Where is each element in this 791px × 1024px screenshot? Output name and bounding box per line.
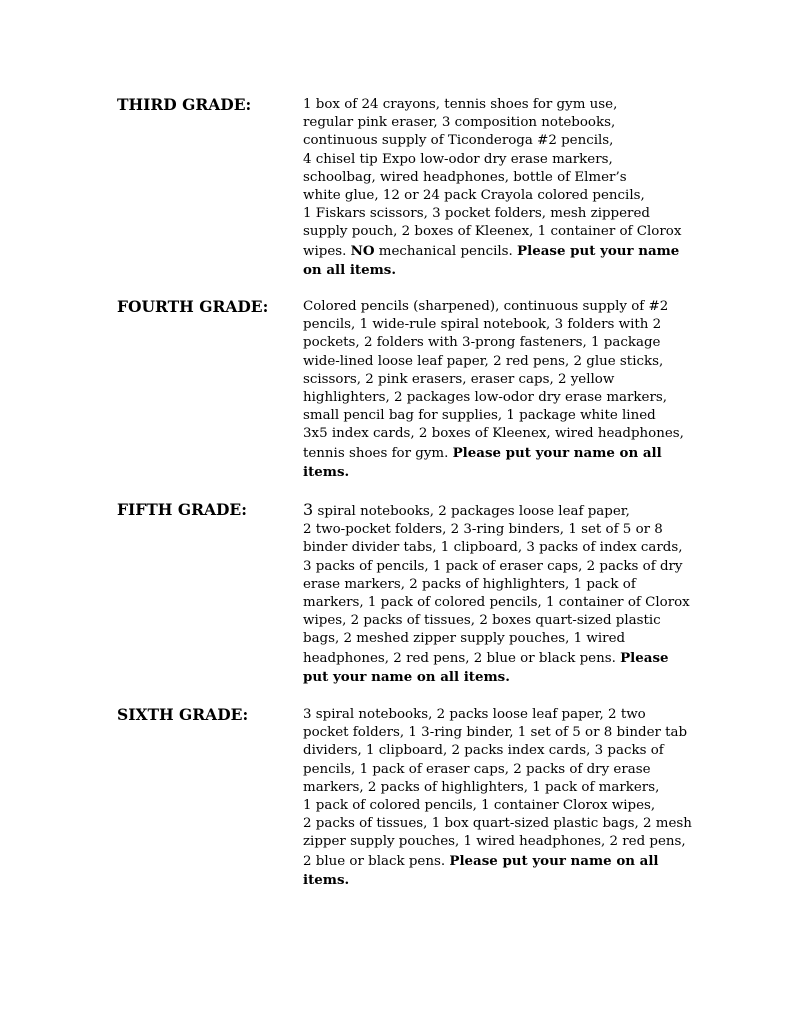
supply-list	[303, 298, 684, 482]
list-line: bags, 2 meshed zipper supply pouches, 1 wired	[303, 631, 626, 647]
list-line: wipes. NO mechanical pencils. Please put your name	[303, 242, 680, 259]
list-line: binder divider tabs, 1 clipboard, 3 packs of index cards,	[303, 540, 683, 556]
list-line: continuous supply of Ticonderoga #2 pencils,	[303, 133, 614, 149]
list-line: markers, 1 pack of colored pencils, 1 container of Clorox	[303, 595, 690, 611]
list-line: wipes, 2 packs of tissues, 2 boxes quart-sized plastic	[303, 613, 661, 629]
list-line: pencils, 1 pack of eraser caps, 2 packs of dry erase	[303, 761, 651, 777]
list-line	[303, 871, 681, 890]
list-line: 2 blue or black pens. Please put your name on all	[303, 852, 659, 869]
list-line: 3x5 index cards, 2 boxes of Kleenex, wired headphones,	[303, 426, 684, 442]
list-line: wide-lined loose leaf paper, 2 red pens, 2 glue sticks,	[303, 353, 664, 369]
list-line: 4 chisel tip Expo low-odor dry erase markers,	[303, 151, 613, 167]
list-line: dividers, 1 clipboard, 2 packs index cards, 3 packs of	[303, 743, 664, 759]
grade-heading: THIRD GRADE:	[117, 95, 252, 114]
list-line: zipper supply pouches, 1 wired headphones, 2 red pens,	[303, 834, 686, 850]
list-line: tennis shoes for gym. Please put your name on all	[303, 444, 662, 461]
grade-heading: FOURTH GRADE:	[117, 297, 269, 316]
list-line: pencils, 1 wide-rule spiral notebook, 3 folders with 2	[303, 317, 662, 333]
list-line: regular pink eraser, 3 composition notebooks,	[303, 115, 616, 131]
name-reminder: items.	[303, 463, 350, 480]
list-line: 1 Fiskars scissors, 3 pocket folders, mesh zippered	[303, 206, 650, 222]
name-reminder: on all items.	[303, 261, 397, 278]
list-line: pockets, 2 folders with 3-prong fasteners, 1 package	[303, 335, 661, 351]
grade-heading: FIFTH GRADE:	[117, 500, 247, 519]
supply-list	[303, 706, 692, 890]
list-line: markers, 2 packs of highlighters, 1 pack of markers,	[303, 779, 660, 795]
supply-list	[303, 96, 681, 280]
emphasis-no: NO	[350, 242, 375, 259]
name-reminder: put your name on all items.	[303, 668, 510, 685]
list-line: 3 packs of pencils, 1 pack of eraser caps, 2 packs of dry	[303, 558, 683, 574]
list-line: 1 pack of colored pencils, 1 container Clorox wipes,	[303, 798, 656, 814]
list-line	[303, 463, 681, 482]
list-line	[303, 668, 681, 687]
list-line: pocket folders, 1 3-ring binder, 1 set of 5 or 8 binder tab	[303, 725, 688, 741]
name-reminder: items.	[303, 871, 350, 888]
list-line: Colored pencils (sharpened), continuous supply of #2	[303, 299, 669, 314]
list-line: headphones, 2 red pens, 2 blue or black pens. Please	[303, 649, 669, 666]
list-line: schoolbag, wired headphones, bottle of Elmer’s	[303, 169, 627, 185]
list-line: highlighters, 2 packages low-odor dry erase markers,	[303, 390, 667, 406]
list-line: supply pouch, 2 boxes of Kleenex, 1 container of Clorox	[303, 224, 682, 240]
list-line: 3 spiral notebooks, 2 packs loose leaf paper, 2 two	[303, 707, 646, 722]
list-line: small pencil bag for supplies, 1 package white lined	[303, 408, 656, 424]
grade-heading: SIXTH GRADE:	[117, 705, 249, 724]
list-line: 1 box of 24 crayons, tennis shoes for gym use,	[303, 97, 618, 112]
list-line: 3 spiral notebooks, 2 packages loose leaf paper,	[303, 500, 630, 519]
list-line: 2 two-pocket folders, 2 3-ring binders, 1 set of 5 or 8	[303, 522, 663, 538]
name-reminder: Please put your name	[517, 242, 680, 259]
list-line	[303, 261, 681, 280]
name-reminder: Please	[620, 649, 669, 666]
list-line: 2 packs of tissues, 1 box quart-sized plastic bags, 2 mesh	[303, 816, 692, 832]
list-line: erase markers, 2 packs of highlighters, 1 pack of	[303, 576, 636, 592]
name-reminder: Please put your name on all	[452, 444, 662, 461]
list-line: scissors, 2 pink erasers, eraser caps, 2 yellow	[303, 371, 615, 387]
supply-list	[303, 500, 690, 687]
list-line: white glue, 12 or 24 pack Crayola colored pencils,	[303, 188, 645, 204]
name-reminder: Please put your name on all	[449, 852, 659, 869]
